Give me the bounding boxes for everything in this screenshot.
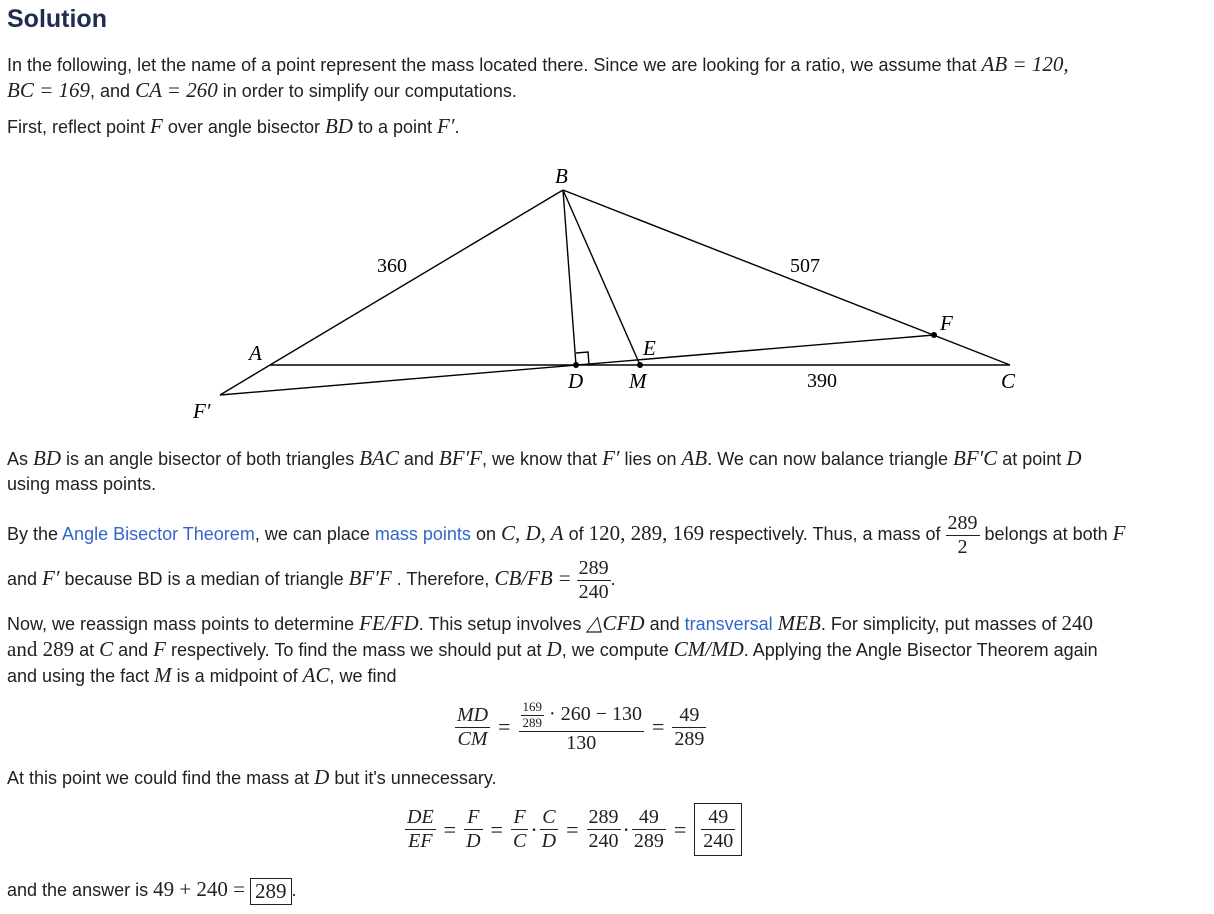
label-d: D: [568, 369, 584, 393]
frac-den: D: [466, 830, 481, 852]
text: and the answer is: [7, 880, 154, 900]
math-ab: AB = 120,: [981, 52, 1069, 76]
text: In the following, let the name of a point represent the mass located there. Since we are looking for a ratio, we assume that: [7, 55, 982, 75]
frac-num: MD: [457, 703, 489, 726]
label-c: C: [1001, 369, 1016, 393]
text: is an angle bisector of both triangles: [61, 449, 360, 469]
text: As: [7, 449, 34, 469]
math-d: D: [1066, 446, 1082, 470]
frac-num: 289: [578, 556, 609, 579]
angle-bisector-theorem-link[interactable]: Angle Bisector Theorem: [62, 524, 255, 544]
math-d: D: [546, 637, 562, 661]
label-m: M: [629, 369, 647, 393]
fraction-289-over-240: [577, 557, 611, 604]
fraction-f-d: [464, 806, 482, 853]
math-fprime: F′: [42, 566, 60, 590]
math-bfprimef: BF′F: [438, 446, 482, 470]
dot: ·: [622, 816, 630, 842]
math-cmmd: CM/MD: [673, 637, 744, 661]
point-m: [637, 362, 643, 368]
text: , we compute: [561, 640, 674, 660]
reassign-paragraph-line3: [7, 663, 397, 688]
math-bfprimec: BF′C: [953, 446, 998, 470]
frac-den: 240: [703, 830, 734, 852]
text: over angle bisector: [162, 117, 325, 137]
fraction-49-289: [632, 806, 666, 853]
label-a: A: [249, 341, 262, 365]
point-d: [573, 362, 579, 368]
math-240: 240: [1061, 611, 1094, 635]
text: because BD is a median of triangle: [59, 569, 349, 589]
text: First, reflect point: [7, 117, 151, 137]
frac-num: [519, 700, 644, 732]
mass-paragraph-line2: [7, 551, 616, 606]
text: is a midpoint of: [171, 666, 303, 686]
math-bfprimef: BF′F: [348, 566, 392, 590]
math-bac: BAC: [359, 446, 399, 470]
equals: =: [566, 816, 579, 842]
text: belongs at both: [979, 524, 1113, 544]
fraction-md-cm: [455, 704, 490, 751]
text: at point: [997, 449, 1067, 469]
inner-fraction: [521, 700, 545, 731]
boxed-answer-fraction: [694, 803, 742, 856]
text: at: [74, 640, 100, 660]
text: to a point: [352, 117, 438, 137]
text: By the: [7, 524, 63, 544]
math-bc: BC = 169: [7, 78, 91, 102]
num-rest: · 260 − 130: [549, 703, 642, 726]
frac-den: C: [512, 830, 527, 852]
math-triangle-cfd: △CFD: [586, 611, 645, 635]
math-c: C: [99, 637, 114, 661]
equals: =: [498, 714, 511, 740]
transversal-link[interactable]: transversal: [684, 614, 773, 634]
math-sum: 49 + 240 =: [153, 877, 246, 901]
math-d: D: [314, 765, 330, 789]
equals: =: [558, 566, 571, 590]
right-angle-mark: [576, 352, 589, 364]
label-e: E: [643, 336, 656, 360]
solution-heading: Solution: [7, 5, 107, 33]
math-ca: CA = 260: [135, 78, 218, 102]
unnecessary-paragraph: [7, 765, 497, 790]
math-meb: MEB: [777, 611, 821, 635]
segment-bc: [563, 190, 1010, 365]
math-m: M: [154, 663, 172, 687]
fraction-49-240: [701, 806, 735, 853]
text: respectively. Thus, a mass of: [704, 524, 946, 544]
reassign-paragraph-line1: [7, 611, 1093, 636]
frac-num: 49: [701, 806, 735, 830]
equation-md-cm: [455, 700, 706, 755]
frac-den: 130: [566, 731, 597, 754]
text: . This setup involves: [418, 614, 587, 634]
frac-den: 240: [588, 830, 619, 852]
intro-paragraph-line1: [7, 52, 1069, 77]
text: respectively. To find the mass we should put at: [165, 640, 547, 660]
fraction-49-289: [672, 704, 706, 751]
fraction-c-d: [540, 806, 558, 853]
frac-num: F: [511, 806, 528, 830]
frac-den: D: [541, 830, 557, 852]
frac-den: 240: [578, 580, 609, 603]
label-f: F: [940, 311, 953, 335]
frac-den: EF: [408, 830, 433, 852]
math-bd: BD: [324, 114, 353, 138]
triangle-diagram: [0, 150, 1214, 430]
math-cbfb: CB/FB: [494, 566, 553, 590]
text: Now, we reassign mass points to determine: [7, 614, 360, 634]
fraction-289-240: [587, 806, 621, 853]
math-f: F: [153, 637, 166, 661]
equals: =: [673, 816, 687, 842]
text: .: [291, 880, 297, 900]
text: . Applying the Angle Bisector Theorem again: [743, 640, 1098, 660]
answer-paragraph: [7, 877, 297, 905]
text: but it's unnecessary.: [329, 768, 497, 788]
fraction-f-c: [511, 806, 528, 853]
text: . For simplicity, put masses of: [820, 614, 1062, 634]
text: . We can now balance triangle: [707, 449, 953, 469]
label-b: B: [555, 164, 568, 188]
math-masses: 120, 289, 169: [588, 521, 705, 545]
fraction-289-over-2: [946, 512, 980, 559]
equation-de-ef: [405, 803, 742, 856]
math-f: F: [150, 114, 163, 138]
text: At this point we could find the mass at: [7, 768, 315, 788]
fraction-de-ef: [405, 806, 436, 853]
reassign-paragraph-line2: [7, 637, 1098, 662]
frac-den: 2: [957, 535, 968, 558]
label-fprime: F′: [193, 399, 211, 423]
math-ac: AC: [302, 663, 330, 687]
inner-num: 169: [522, 699, 543, 714]
frac-den: 289: [674, 727, 705, 750]
reflect-paragraph: [7, 114, 459, 139]
text: on: [470, 524, 501, 544]
math-and-289: and 289: [7, 637, 75, 661]
length-bc: 507: [790, 255, 820, 277]
equals: =: [443, 816, 457, 842]
text: lies on: [619, 449, 682, 469]
text: and: [398, 449, 439, 469]
math-bd: BD: [33, 446, 62, 470]
math-fprime: F′: [437, 114, 455, 138]
inner-den: 289: [522, 714, 543, 730]
text: .: [454, 117, 460, 137]
math-f: F: [1112, 521, 1126, 545]
text: in order to simplify our computations.: [217, 81, 517, 101]
text: of: [563, 524, 589, 544]
segment-ab: [270, 190, 563, 365]
fraction-compound: [519, 700, 644, 755]
text: and: [113, 640, 154, 660]
math-fprime: F′: [602, 446, 620, 470]
text: and: [644, 614, 685, 634]
frac-den: 289: [633, 830, 664, 852]
frac-num: 289: [588, 806, 619, 828]
dot: ·: [530, 816, 538, 842]
intro-paragraph-line2: [7, 78, 517, 103]
text: , we find: [329, 666, 397, 686]
point-f: [931, 332, 937, 338]
math-fefd: FE/FD: [359, 611, 419, 635]
length-ab: 360: [377, 255, 407, 277]
frac-num: DE: [407, 806, 434, 828]
text: .: [610, 569, 616, 589]
text: , and: [90, 81, 136, 101]
math-ab: AB: [681, 446, 708, 470]
bisector-paragraph-line1: [7, 446, 1081, 471]
length-mc: 390: [807, 370, 837, 392]
boxed-answer: 289: [250, 878, 292, 905]
math-cda: C, D, A: [500, 521, 564, 545]
bisector-paragraph-line2: using mass points.: [7, 474, 157, 494]
frac-num: C: [540, 806, 558, 830]
frac-num: 289: [947, 511, 978, 534]
segment-a-fprime: [220, 365, 270, 395]
text: and: [7, 569, 43, 589]
frac-den: CM: [457, 727, 488, 750]
equals: =: [651, 714, 665, 740]
frac-num: F: [464, 806, 482, 830]
mass-points-link[interactable]: mass points: [374, 524, 471, 544]
text: . Therefore,: [391, 569, 495, 589]
text: and using the fact: [7, 666, 155, 686]
frac-num: 49: [632, 806, 666, 830]
frac-num: 49: [672, 704, 706, 728]
text: , we can place: [254, 524, 375, 544]
text: , we know that: [482, 449, 603, 469]
equals: =: [490, 816, 503, 842]
